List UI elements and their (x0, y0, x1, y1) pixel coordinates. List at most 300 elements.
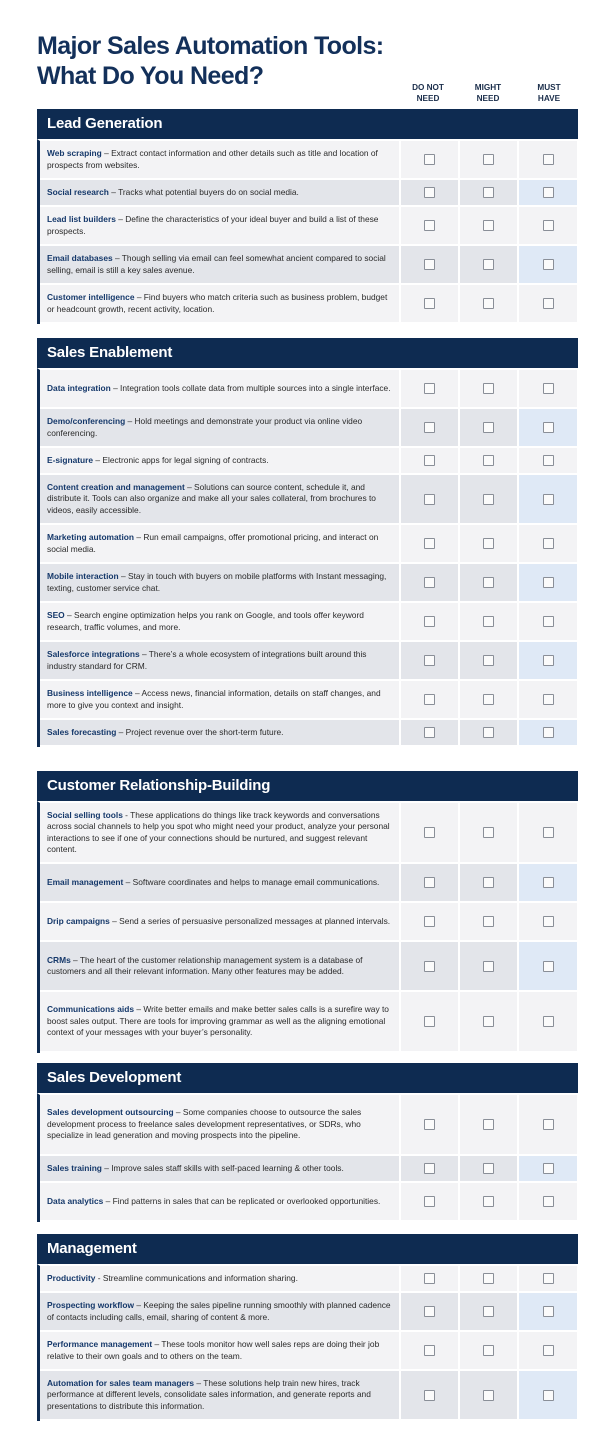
tool-description-cell (40, 370, 399, 407)
cell-might-need (458, 475, 517, 523)
checkbox-must-have[interactable] (543, 154, 554, 165)
table-row (40, 409, 578, 448)
tool-name: Demo/conferencing (47, 416, 126, 426)
checkbox-might-need[interactable] (483, 538, 494, 549)
checkbox-must-have[interactable] (543, 422, 554, 433)
section-rows (37, 139, 578, 324)
cell-must-have (517, 803, 577, 862)
tool-name: Productivity (47, 1272, 96, 1283)
checkbox-must-have[interactable] (543, 1345, 554, 1356)
checkbox-must-have[interactable] (543, 961, 554, 972)
checkbox-must-have[interactable] (543, 220, 554, 231)
cell-do-not-need (399, 1183, 458, 1220)
table-row (40, 1371, 578, 1421)
column-header-line: HAVE (537, 94, 561, 103)
checkbox-do-not-need[interactable] (424, 916, 435, 927)
checkbox-do-not-need[interactable] (424, 220, 435, 231)
checkbox-must-have[interactable] (543, 455, 554, 466)
checkbox-must-have[interactable] (543, 259, 554, 270)
checkbox-do-not-need[interactable] (424, 422, 435, 433)
cell-do-not-need (399, 864, 458, 901)
cell-must-have (517, 1183, 577, 1220)
table-row (40, 942, 578, 992)
column-header-line: MUST (537, 83, 561, 92)
checkbox-might-need[interactable] (483, 1306, 494, 1317)
cell-must-have (517, 448, 577, 473)
table-row (40, 246, 578, 285)
tool-desc-text: – Access news, financial information, details on staff changes, and more to give you context and insight. (47, 688, 381, 710)
tool-description (47, 610, 393, 633)
tool-desc-text: – Solutions can source content, schedule it, and distribute it. Tools can also organize and make all your sales collateral, from brochures to videos, easily accessible. (47, 481, 376, 515)
section-customer-relationship-building (37, 771, 578, 1053)
tool-name: Communications aids (47, 1004, 135, 1015)
table-row (40, 564, 578, 603)
cell-do-not-need (399, 1095, 458, 1154)
checkbox-must-have[interactable] (543, 1119, 554, 1130)
section-rows (37, 1264, 578, 1421)
column-header-might-need (458, 82, 518, 104)
tool-description (47, 916, 390, 928)
checkbox-might-need[interactable] (483, 154, 494, 165)
tool-name: Data integration (47, 382, 111, 393)
checkbox-must-have[interactable] (543, 827, 554, 838)
tool-description (47, 810, 393, 856)
tool-desc-text: – Write better emails and make better sales calls is a surefire way to boost sales output. There are tools for improving grammar as well as the aligning emotional context of your messages with your buyer’s personality. (47, 1004, 389, 1038)
cell-do-not-need (399, 642, 458, 679)
cell-might-need (458, 642, 517, 679)
cell-do-not-need (399, 1156, 458, 1181)
tool-description (47, 1196, 380, 1208)
table-row (40, 1183, 578, 1222)
cell-might-need (458, 903, 517, 940)
tool-desc-text: - These applications do things like track keywords and conversations across social channels to help you spot who might need your product, analyze your personal interactions to see if one of your connections should be nurtured, and suggest relevant content. (47, 809, 390, 854)
cell-might-need (458, 720, 517, 745)
cell-might-need (458, 681, 517, 718)
cell-might-need (458, 1266, 517, 1291)
table-row (40, 285, 578, 324)
tool-desc-text: – Improve sales staff skills with self-paced learning & other tools. (101, 1162, 344, 1173)
checkbox-must-have[interactable] (543, 1163, 554, 1174)
tool-description-cell (40, 207, 399, 244)
tool-description-cell (40, 475, 399, 523)
checkbox-must-have[interactable] (543, 616, 554, 627)
table-row (40, 1095, 578, 1156)
cell-do-not-need (399, 1332, 458, 1369)
cell-might-need (458, 180, 517, 205)
section-header: Customer Relationship-Building (37, 771, 578, 801)
checkbox-might-need[interactable] (483, 1163, 494, 1174)
checkbox-do-not-need[interactable] (424, 1273, 435, 1284)
tool-name: Mobile interaction (47, 571, 119, 581)
checkbox-might-need[interactable] (483, 1390, 494, 1401)
cell-do-not-need (399, 603, 458, 640)
checkbox-do-not-need[interactable] (424, 616, 435, 627)
cell-must-have (517, 942, 577, 990)
cell-might-need (458, 992, 517, 1051)
checkbox-might-need[interactable] (483, 827, 494, 838)
section-rows (37, 1093, 578, 1222)
checkbox-do-not-need[interactable] (424, 1196, 435, 1207)
checkbox-might-need[interactable] (483, 1016, 494, 1027)
section-header: Lead Generation (37, 109, 578, 139)
tool-description-cell (40, 864, 399, 901)
tool-description (47, 1300, 393, 1323)
cell-might-need (458, 1183, 517, 1220)
checkbox-must-have[interactable] (543, 694, 554, 705)
cell-might-need (458, 246, 517, 283)
table-row (40, 141, 578, 180)
checkbox-do-not-need[interactable] (424, 1016, 435, 1027)
checkbox-must-have[interactable] (543, 1196, 554, 1207)
checkbox-must-have[interactable] (543, 1016, 554, 1027)
checkbox-might-need[interactable] (483, 577, 494, 588)
checkbox-must-have[interactable] (543, 494, 554, 505)
tool-description-cell (40, 803, 399, 862)
tool-desc-text: – There’s a whole ecosystem of integrations built around this industry standard for CRM. (47, 649, 367, 671)
tool-name: Web scraping (47, 148, 102, 158)
tool-desc-text: – The heart of the customer relationship management system is a database of customers and all their relevant information. Many other features may be added. (47, 954, 363, 976)
cell-might-need (458, 1293, 517, 1330)
cell-must-have (517, 207, 577, 244)
tool-description (47, 383, 391, 395)
checkbox-do-not-need[interactable] (424, 1163, 435, 1174)
checkbox-must-have[interactable] (543, 655, 554, 666)
table-row (40, 603, 578, 642)
tool-desc-text: – Some companies choose to outsource the sales development process to freelance sales development representatives, or SDRs, who specialize in lead generation and moving prospects into the pipeline. (47, 1107, 362, 1141)
tool-description (47, 649, 393, 672)
checkbox-do-not-need[interactable] (424, 383, 435, 394)
checkbox-do-not-need[interactable] (424, 877, 435, 888)
tool-description-cell (40, 903, 399, 940)
tool-desc-text: – Software coordinates and helps to manage email communications. (123, 876, 380, 887)
tool-description-cell (40, 681, 399, 718)
cell-might-need (458, 525, 517, 562)
tool-description-cell (40, 720, 399, 745)
cell-must-have (517, 1293, 577, 1330)
column-header-line: NEED (476, 94, 500, 103)
tool-description (47, 455, 269, 467)
cell-must-have (517, 1156, 577, 1181)
checkbox-might-need[interactable] (483, 1196, 494, 1207)
table-row (40, 1156, 578, 1183)
cell-must-have (517, 409, 577, 446)
cell-do-not-need (399, 992, 458, 1051)
tool-desc-text: – Send a series of persuasive personalized messages at planned intervals. (109, 915, 391, 926)
cell-might-need (458, 803, 517, 862)
cell-do-not-need (399, 564, 458, 601)
checkbox-do-not-need[interactable] (424, 961, 435, 972)
page-title (37, 31, 397, 91)
tool-description (47, 1378, 393, 1413)
checkbox-might-need[interactable] (483, 727, 494, 738)
tool-name: Social selling tools (47, 809, 123, 820)
tool-description-cell (40, 448, 399, 473)
tool-name: Salesforce integrations (47, 649, 140, 659)
section-header: Management (37, 1234, 578, 1264)
tool-description (47, 955, 393, 978)
checkbox-might-need[interactable] (483, 877, 494, 888)
table-row (40, 903, 578, 942)
checkbox-might-need[interactable] (483, 961, 494, 972)
tool-description (47, 877, 379, 889)
cell-must-have (517, 285, 577, 322)
tool-description-cell (40, 1095, 399, 1154)
checkbox-do-not-need[interactable] (424, 1390, 435, 1401)
cell-might-need (458, 1371, 517, 1419)
cell-might-need (458, 207, 517, 244)
tool-description-cell (40, 992, 399, 1051)
cell-must-have (517, 246, 577, 283)
cell-must-have (517, 992, 577, 1051)
tool-description-cell (40, 564, 399, 601)
checkbox-must-have[interactable] (543, 383, 554, 394)
tool-name: Marketing automation (47, 532, 135, 542)
cell-might-need (458, 1095, 517, 1154)
tool-description-cell (40, 1332, 399, 1369)
cell-do-not-need (399, 246, 458, 283)
section-sales-development (37, 1063, 578, 1222)
tool-name: SEO (47, 610, 65, 620)
cell-must-have (517, 564, 577, 601)
checkbox-might-need[interactable] (483, 1273, 494, 1284)
tool-description-cell (40, 1293, 399, 1330)
section-header: Sales Enablement (37, 338, 578, 368)
tool-description-cell (40, 1266, 399, 1291)
checkbox-must-have[interactable] (543, 577, 554, 588)
tool-description (47, 1163, 344, 1175)
tool-desc-text: – Stay in touch with buyers on mobile platforms with Instant messaging, texting, customer service chat. (47, 571, 387, 593)
tool-description (47, 1339, 393, 1362)
table-row (40, 475, 578, 525)
checkbox-might-need[interactable] (483, 220, 494, 231)
checkbox-do-not-need[interactable] (424, 577, 435, 588)
tool-desc-text: - Streamline communications and information sharing. (95, 1272, 298, 1283)
tool-desc-text: – Integration tools collate data from multiple sources into a single interface. (110, 382, 391, 393)
tool-name: Lead list builders (47, 214, 116, 224)
tool-name: Customer intelligence (47, 292, 135, 302)
tool-desc-text: – Find patterns in sales that can be replicated or overlooked opportunities. (103, 1195, 381, 1206)
cell-must-have (517, 720, 577, 745)
column-header-do-not-need (398, 82, 458, 104)
checkbox-must-have[interactable] (543, 1273, 554, 1284)
table-row (40, 864, 578, 903)
table-row (40, 370, 578, 409)
cell-must-have (517, 1371, 577, 1419)
cell-might-need (458, 1332, 517, 1369)
checkbox-do-not-need[interactable] (424, 727, 435, 738)
section-header: Sales Development (37, 1063, 578, 1093)
cell-must-have (517, 1095, 577, 1154)
tool-desc-text: – Electronic apps for legal signing of contracts. (93, 454, 269, 465)
cell-do-not-need (399, 207, 458, 244)
tool-description-cell (40, 141, 399, 178)
checkbox-might-need[interactable] (483, 1345, 494, 1356)
cell-must-have (517, 642, 577, 679)
checkbox-might-need[interactable] (483, 187, 494, 198)
tool-desc-text: – Define the characteristics of your ideal buyer and build a list of these prospects. (47, 214, 379, 236)
checkbox-do-not-need[interactable] (424, 538, 435, 549)
cell-do-not-need (399, 1371, 458, 1419)
cell-might-need (458, 603, 517, 640)
cell-must-have (517, 681, 577, 718)
cell-must-have (517, 180, 577, 205)
cell-might-need (458, 370, 517, 407)
cell-do-not-need (399, 475, 458, 523)
tool-name: Email databases (47, 253, 113, 263)
cell-must-have (517, 141, 577, 178)
cell-do-not-need (399, 370, 458, 407)
tool-desc-text: – Project revenue over the short-term future. (116, 726, 284, 737)
table-row (40, 180, 578, 207)
checkbox-do-not-need[interactable] (424, 187, 435, 198)
checkbox-might-need[interactable] (483, 916, 494, 927)
tool-name: CRMs (47, 954, 71, 965)
checkbox-must-have[interactable] (543, 1390, 554, 1401)
tool-name: Drip campaigns (47, 915, 110, 926)
tool-description (47, 148, 393, 171)
cell-must-have (517, 603, 577, 640)
column-header-line: NEED (416, 94, 440, 103)
checkbox-must-have[interactable] (543, 538, 554, 549)
checkbox-might-need[interactable] (483, 616, 494, 627)
checkbox-must-have[interactable] (543, 298, 554, 309)
table-row (40, 642, 578, 681)
tool-description (47, 253, 393, 276)
cell-do-not-need (399, 525, 458, 562)
column-header-line: MIGHT (474, 83, 502, 92)
tool-description-cell (40, 180, 399, 205)
checkbox-do-not-need[interactable] (424, 154, 435, 165)
tool-name: Social research (47, 186, 109, 197)
tool-description (47, 214, 393, 237)
checkbox-might-need[interactable] (483, 422, 494, 433)
tool-name: Data analytics (47, 1195, 104, 1206)
tool-desc-text: – These tools monitor how well sales reps are doing their job relative to their own goals and to others on the team. (47, 1339, 380, 1361)
tool-description (47, 292, 393, 315)
tool-name: Sales training (47, 1162, 102, 1173)
tool-description-cell (40, 409, 399, 446)
cell-do-not-need (399, 409, 458, 446)
cell-do-not-need (399, 942, 458, 990)
section-lead-generation (37, 109, 578, 324)
cell-might-need (458, 864, 517, 901)
tool-description (47, 1107, 393, 1142)
checkbox-might-need[interactable] (483, 1119, 494, 1130)
tool-description (47, 727, 283, 739)
tool-description-cell (40, 642, 399, 679)
cell-might-need (458, 564, 517, 601)
checkbox-do-not-need[interactable] (424, 655, 435, 666)
table-row (40, 992, 578, 1053)
cell-do-not-need (399, 803, 458, 862)
checkbox-might-need[interactable] (483, 298, 494, 309)
checkbox-might-need[interactable] (483, 494, 494, 505)
cell-must-have (517, 525, 577, 562)
tool-name: Email management (47, 876, 124, 887)
tool-description-cell (40, 942, 399, 990)
tool-name: E-signature (47, 454, 94, 465)
tool-desc-text: – Run email campaigns, offer promotional pricing, and interact on social media. (47, 532, 379, 554)
checkbox-must-have[interactable] (543, 727, 554, 738)
title-line-1: Major Sales Automation Tools: (37, 32, 384, 60)
table-row (40, 720, 578, 747)
tool-description-cell (40, 1371, 399, 1419)
cell-do-not-need (399, 448, 458, 473)
section-rows (37, 368, 578, 747)
tool-desc-text: – Find buyers who match criteria such as business problem, budget or headcount growth, recent activity, location. (47, 292, 388, 314)
tool-name: Prospecting workflow (47, 1300, 135, 1310)
cell-might-need (458, 285, 517, 322)
checkbox-must-have[interactable] (543, 877, 554, 888)
table-row (40, 1266, 578, 1293)
tool-name: Automation for sales team managers (47, 1377, 195, 1388)
cell-do-not-need (399, 141, 458, 178)
cell-might-need (458, 409, 517, 446)
cell-do-not-need (399, 180, 458, 205)
checkbox-might-need[interactable] (483, 259, 494, 270)
cell-do-not-need (399, 285, 458, 322)
cell-do-not-need (399, 1293, 458, 1330)
checkbox-might-need[interactable] (483, 694, 494, 705)
tool-description (47, 1273, 298, 1285)
checkbox-do-not-need[interactable] (424, 298, 435, 309)
checkbox-do-not-need[interactable] (424, 494, 435, 505)
tool-desc-text: – Though selling via email can feel somewhat ancient compared to social selling, email is still a key sales avenue. (47, 253, 386, 275)
cell-must-have (517, 370, 577, 407)
checkbox-do-not-need[interactable] (424, 694, 435, 705)
tool-desc-text: – Search engine optimization helps you rank on Google, and tools offer keyword research, traffic volumes, and more. (47, 610, 364, 632)
tool-desc-text: – Extract contact information and other details such as title and location of prospects from websites. (47, 148, 378, 170)
checkbox-might-need[interactable] (483, 655, 494, 666)
tool-desc-text: – Keeping the sales pipeline running smoothly with planned cadence of contacts including calls, email, sharing of content & more. (47, 1300, 391, 1322)
cell-might-need (458, 141, 517, 178)
cell-must-have (517, 475, 577, 523)
tool-name: Content creation and management (47, 481, 185, 492)
checkbox-might-need[interactable] (483, 383, 494, 394)
table-row (40, 803, 578, 864)
table-row (40, 448, 578, 475)
cell-might-need (458, 1156, 517, 1181)
checkbox-might-need[interactable] (483, 455, 494, 466)
title-line-2: What Do You Need? (37, 62, 264, 90)
checkbox-do-not-need[interactable] (424, 827, 435, 838)
checkbox-do-not-need[interactable] (424, 1119, 435, 1130)
cell-must-have (517, 903, 577, 940)
checkbox-do-not-need[interactable] (424, 1345, 435, 1356)
checkbox-do-not-need[interactable] (424, 1306, 435, 1317)
section-management (37, 1234, 578, 1421)
checkbox-do-not-need[interactable] (424, 455, 435, 466)
tool-description-cell (40, 1183, 399, 1220)
cell-do-not-need (399, 1266, 458, 1291)
tool-desc-text: – These solutions help train new hires, track performance at different levels, consolidate sales information, and generate reports and presentations to distribute this information. (47, 1377, 371, 1411)
table-row (40, 1293, 578, 1332)
tool-description (47, 688, 393, 711)
cell-must-have (517, 864, 577, 901)
checkbox-must-have[interactable] (543, 187, 554, 198)
tool-description (47, 482, 393, 517)
section-rows (37, 801, 578, 1053)
column-header-line: DO NOT (412, 83, 444, 92)
checkbox-do-not-need[interactable] (424, 259, 435, 270)
checkbox-must-have[interactable] (543, 916, 554, 927)
tool-description-cell (40, 1156, 399, 1181)
table-row (40, 681, 578, 720)
table-row (40, 207, 578, 246)
column-header-must-have (519, 82, 579, 104)
checkbox-must-have[interactable] (543, 1306, 554, 1317)
tool-description (47, 1004, 393, 1039)
